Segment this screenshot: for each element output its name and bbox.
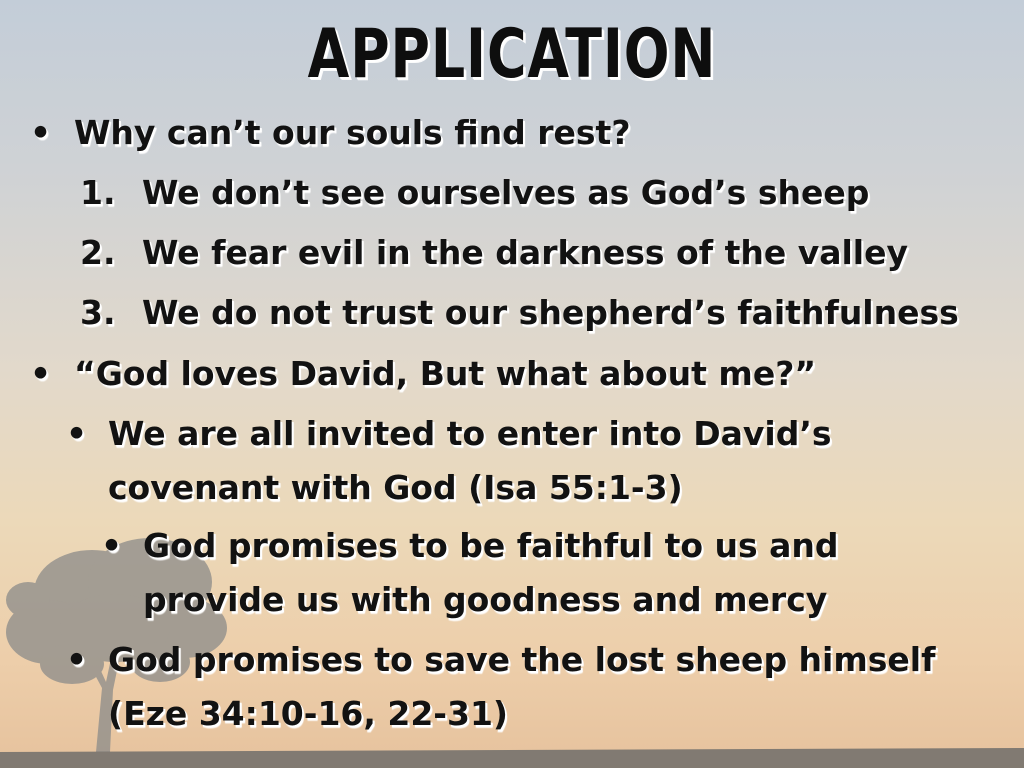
sub-sub-bullet-text-line2: provide us with goodness and mercy [143, 580, 828, 619]
sub-bullet-text-line1: God promises to save the lost sheep himself [108, 640, 936, 679]
slide-title: APPLICATION [307, 15, 717, 94]
item-number: 1. [80, 173, 116, 212]
bullet-icon: • [30, 354, 52, 393]
sub-sub-bullet-text-line1: God promises to be faithful to us and [143, 526, 839, 565]
bullet-icon: • [66, 414, 88, 453]
bullet-icon: • [66, 640, 88, 679]
item-number: 3. [80, 293, 116, 332]
sub-bullet-text-line2: covenant with God (Isa 55:1-3) [108, 468, 683, 507]
item-number: 2. [80, 233, 116, 272]
bullet-text: Why can’t our souls find rest? [74, 113, 631, 152]
numbered-item-text: We fear evil in the darkness of the valley [142, 233, 909, 272]
bullet-icon: • [30, 113, 52, 152]
sub-bullet-text-line2: (Eze 34:10-16, 22-31) [108, 694, 509, 733]
sub-bullet-text-line1: We are all invited to enter into David’s [108, 414, 832, 453]
numbered-item-text: We do not trust our shepherd’s faithfulness [142, 293, 959, 332]
numbered-item-text: We don’t see ourselves as God’s sheep [142, 173, 870, 212]
bullet-icon: • [101, 526, 123, 565]
bullet-text: “God loves David, But what about me?” [74, 354, 817, 393]
